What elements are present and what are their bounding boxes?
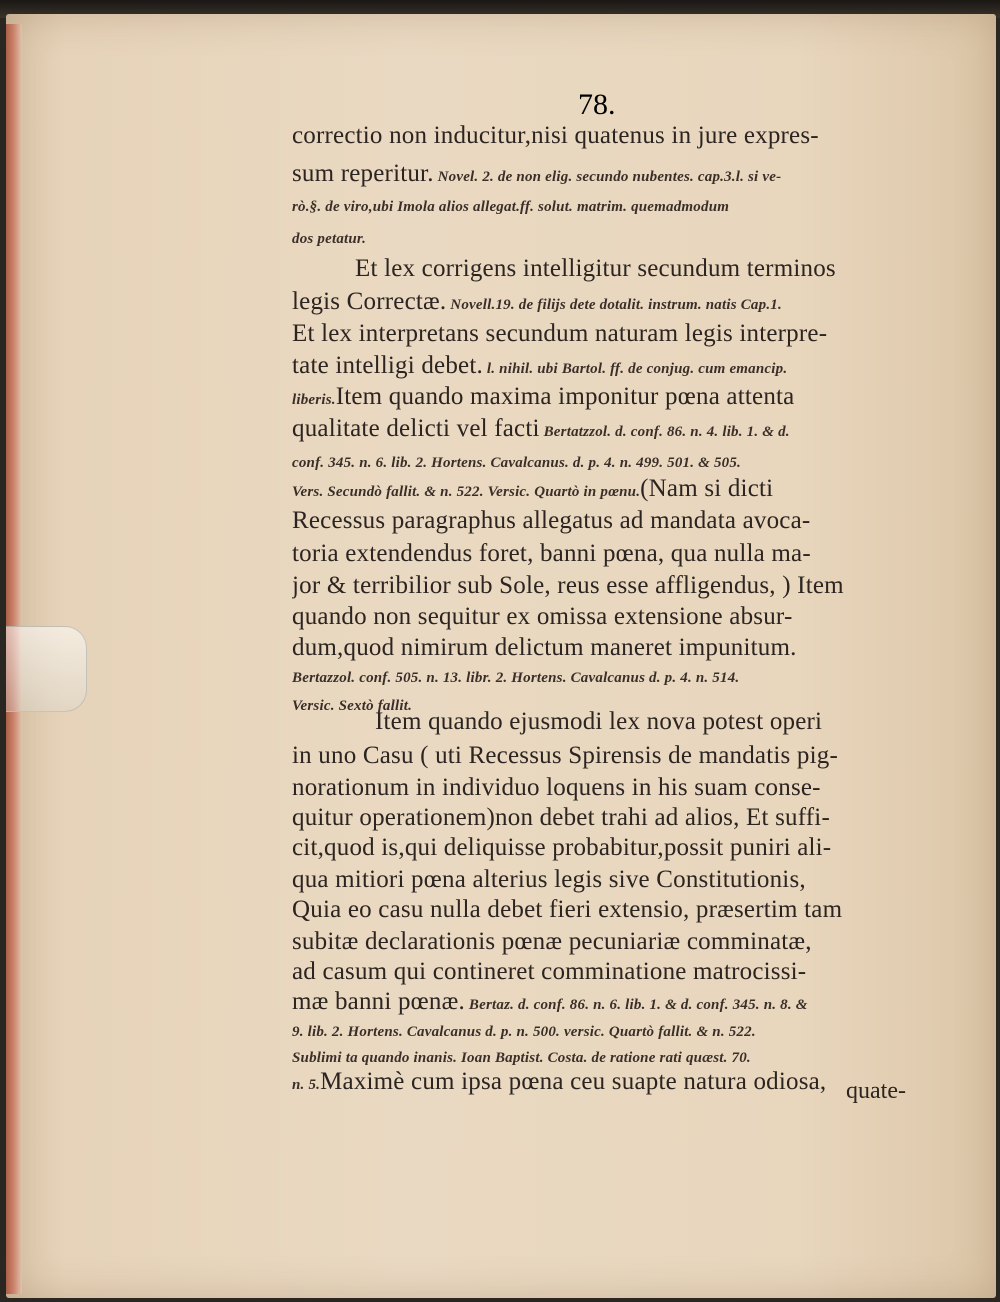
- text-line: [292, 603, 940, 631]
- text-line: [292, 160, 940, 188]
- text-line: [292, 1015, 940, 1043]
- text-span: (Nam si dicti: [640, 475, 774, 502]
- citation: rò.§. de viro,ubi Imola alios allegat.ff. solut. matrim. quemadmodum: [292, 199, 730, 215]
- text-span: ad casum qui contineret comminatione matrocissi-: [292, 958, 807, 985]
- text-line: [292, 475, 940, 503]
- citation: liberis.: [292, 392, 336, 408]
- text-span: qua mitiori pœna alterius legis sive Constitutionis,: [292, 866, 806, 893]
- text-span: quitur operationem)non debet trahi ad alios, Et suffi-: [292, 804, 830, 831]
- text-line: [292, 742, 940, 770]
- citation: Bertaz. d. conf. 86. n. 6. lib. 1. & d. conf. 345. n. 8. &: [464, 997, 808, 1013]
- text-line: [292, 1041, 940, 1069]
- citation: Sublimi ta quando inanis. Ioan Baptist. Costa. de ratione rati quæst. 70.: [292, 1050, 751, 1066]
- text-span: Et lex corrigens intelligitur secundum terminos: [355, 255, 836, 282]
- text-line: [292, 634, 940, 662]
- text-span: cit,quod is,qui deliquisse probabitur,possit puniri ali-: [292, 834, 832, 861]
- text-span: Et lex interpretans secundum naturam legis interpre-: [292, 320, 828, 347]
- text-span: Recessus paragraphus allegatus ad mandata avoca-: [292, 507, 811, 534]
- citation: Novell.19. de filijs dete dotalit. instrum. natis Cap.1.: [446, 297, 782, 313]
- text-span: Item quando maxima imponitur pœna attenta: [335, 383, 795, 410]
- citation: Bertatzzol. d. conf. 86. n. 4. lib. 1. & d.: [539, 424, 790, 440]
- text-line: [292, 320, 940, 348]
- text-span: sum reperitur.: [292, 160, 434, 187]
- text-span: correctio non inducitur,nisi quatenus in jure expres-: [292, 122, 819, 149]
- text-line: [292, 1068, 940, 1096]
- text-span: mæ banni pœnæ.: [292, 988, 465, 1015]
- text-line: [292, 928, 940, 956]
- text-line: [292, 661, 940, 689]
- citation: n. 5.: [292, 1077, 321, 1093]
- text-span: subitæ declarationis pœnæ pecuniariæ comminatæ,: [292, 928, 812, 955]
- text-line: [292, 540, 940, 568]
- catchword: quate-: [846, 1078, 906, 1104]
- citation: Bertazzol. conf. 505. n. 13. libr. 2. Hortens. Cavalcanus d. p. 4. n. 514.: [292, 670, 740, 686]
- text-line: [292, 222, 940, 250]
- text-span: Item quando ejusmodi lex nova potest operi: [375, 708, 823, 735]
- text-line: [292, 415, 940, 443]
- text-span: norationum in individuo loquens in his suam conse-: [292, 774, 821, 801]
- text-line: [292, 774, 940, 802]
- text-span: tate intelligi debet.: [292, 352, 483, 379]
- text-span: jor & terribilior sub Sole, reus esse affligendus, ) Item: [292, 572, 844, 599]
- citation: dos petatur.: [292, 231, 367, 247]
- citation: l. nihil. ubi Bartol. ff. de conjug. cum emancip.: [482, 361, 788, 377]
- text-line: [292, 804, 940, 832]
- text-line: [292, 507, 940, 535]
- text-line: [292, 958, 940, 986]
- text-line: [292, 896, 940, 924]
- citation: Novel. 2. de non elig. secundo nubentes. cap.3.l. si ve-: [433, 169, 782, 185]
- page-number: 78.: [578, 88, 616, 121]
- text-span: quando non sequitur ex omissa extensione absur-: [292, 603, 793, 630]
- citation: Versic. Sextò fallit.: [292, 698, 413, 714]
- citation: Vers. Secundò fallit. & n. 522. Versic. Quartò in pœnu.: [292, 484, 641, 500]
- text-span: Quia eo casu nulla debet fieri extensio, præsertim tam: [292, 896, 843, 923]
- text-line: [355, 255, 940, 283]
- text-line: [292, 446, 940, 474]
- text-span: Maximè cum ipsa pœna ceu suapte natura odiosa,: [320, 1068, 827, 1095]
- text-line: [292, 572, 940, 600]
- text-span: toria extendendus foret, banni pœna, qua nulla ma-: [292, 540, 811, 567]
- page-clip: [6, 626, 87, 712]
- text-line: [292, 988, 940, 1016]
- text-line: [375, 708, 940, 736]
- text-line: [292, 122, 940, 150]
- text-line: [292, 352, 940, 380]
- text-line: [292, 288, 940, 316]
- text-line: [292, 866, 940, 894]
- text-span: legis Correctæ.: [292, 288, 447, 315]
- text-line: [292, 834, 940, 862]
- text-line: [292, 190, 940, 218]
- text-span: dum,quod nimirum delictum maneret impunitum.: [292, 634, 797, 661]
- text-span: in uno Casu ( uti Recessus Spirensis de mandatis pig-: [292, 742, 838, 769]
- text-span: qualitate delicti vel facti: [292, 415, 540, 442]
- citation: conf. 345. n. 6. lib. 2. Hortens. Cavalcanus. d. p. 4. n. 499. 501. & 505.: [292, 455, 742, 471]
- citation: 9. lib. 2. Hortens. Cavalcanus d. p. n. 500. versic. Quartò fallit. & n. 522.: [292, 1024, 756, 1040]
- text-line: [292, 383, 940, 411]
